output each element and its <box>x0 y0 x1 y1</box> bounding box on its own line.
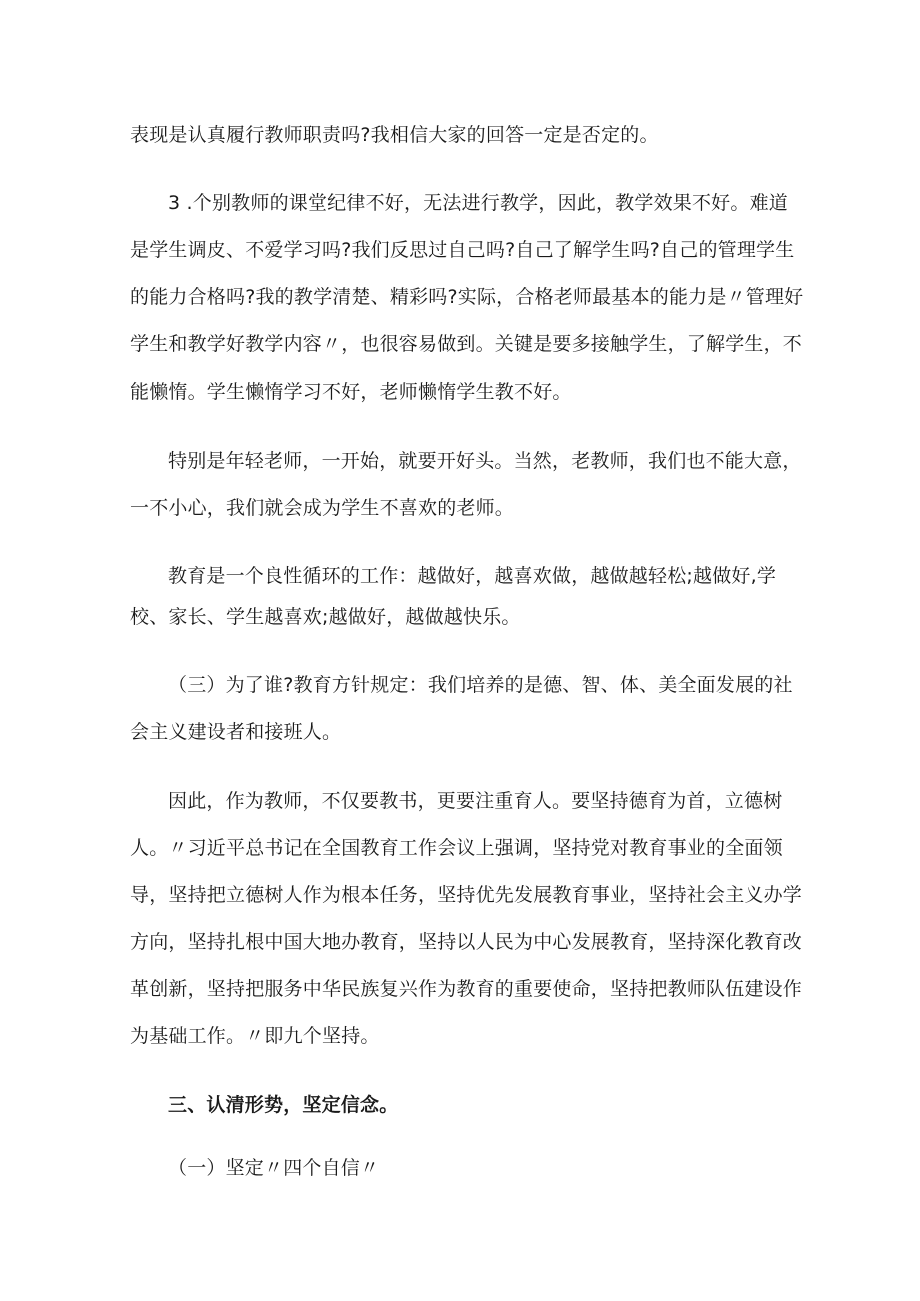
subsection-heading: （一）坚定〃四个自信〃 <box>168 1157 380 1179</box>
paragraph-line: 校、家长、学生越喜欢;越做好，越做越快乐。 <box>130 606 521 628</box>
paragraph-line: 能懒惰。学生懒惰学习不好，老师懒惰学生教不好。 <box>130 381 572 403</box>
paragraph-line: 因此，作为教师，不仅要教书，更要注重育人。要坚持德育为首，立德树 <box>168 790 783 812</box>
paragraph-line: 革创新，坚持把服务中华民族复兴作为教育的重要使命，坚持把教师队伍建设作 <box>130 978 803 1000</box>
paragraph-line: 学生和教学好教学内容〃，也很容易做到。关键是要多接触学生，了解学生，不 <box>130 333 803 355</box>
paragraph-line: 会主义建设者和接班人。 <box>130 721 342 743</box>
paragraph-line: 为基础工作。〃即九个坚持。 <box>130 1025 380 1047</box>
paragraph-line: 的能力合格吗?我的教学清楚、精彩吗?实际，合格老师最基本的能力是〃管理好 <box>130 286 804 308</box>
paragraph-line: 特别是年轻老师，一开始，就要开好头。当然，老教师，我们也不能大意， <box>168 450 802 472</box>
section-heading: 三、认清形势，坚定信念。 <box>168 1094 399 1116</box>
paragraph-line: 表现是认真履行教师职责吗?我相信大家的回答一定是否定的。 <box>130 124 659 146</box>
paragraph-line: 一不小心，我们就会成为学生不喜欢的老师。 <box>130 497 515 519</box>
paragraph-line: 是学生调皮、不爱学习吗?我们反思过自己吗?自己了解学生吗?自己的管理学生 <box>130 239 795 261</box>
paragraph-line: （三）为了谁?教育方针规定：我们培养的是德、智、体、美全面发展的社 <box>168 674 793 696</box>
paragraph-line: 3 .个别教师的课堂纪律不好，无法进行教学，因此，教学效果不好。难道 <box>168 192 788 214</box>
paragraph-line: 教育是一个良性循环的工作：越做好，越喜欢做，越做越轻松;越做好,学 <box>168 565 777 587</box>
paragraph-line: 人。〃习近平总书记在全国教育工作会议上强调，坚持党对教育事业的全面领 <box>130 837 783 859</box>
paragraph-line: 方向，坚持扎根中国大地办教育，坚持以人民为中心发展教育，坚持深化教育改 <box>130 931 803 953</box>
paragraph-line: 导，坚持把立德树人作为根本任务，坚持优先发展教育事业，坚持社会主义办学 <box>130 884 803 906</box>
